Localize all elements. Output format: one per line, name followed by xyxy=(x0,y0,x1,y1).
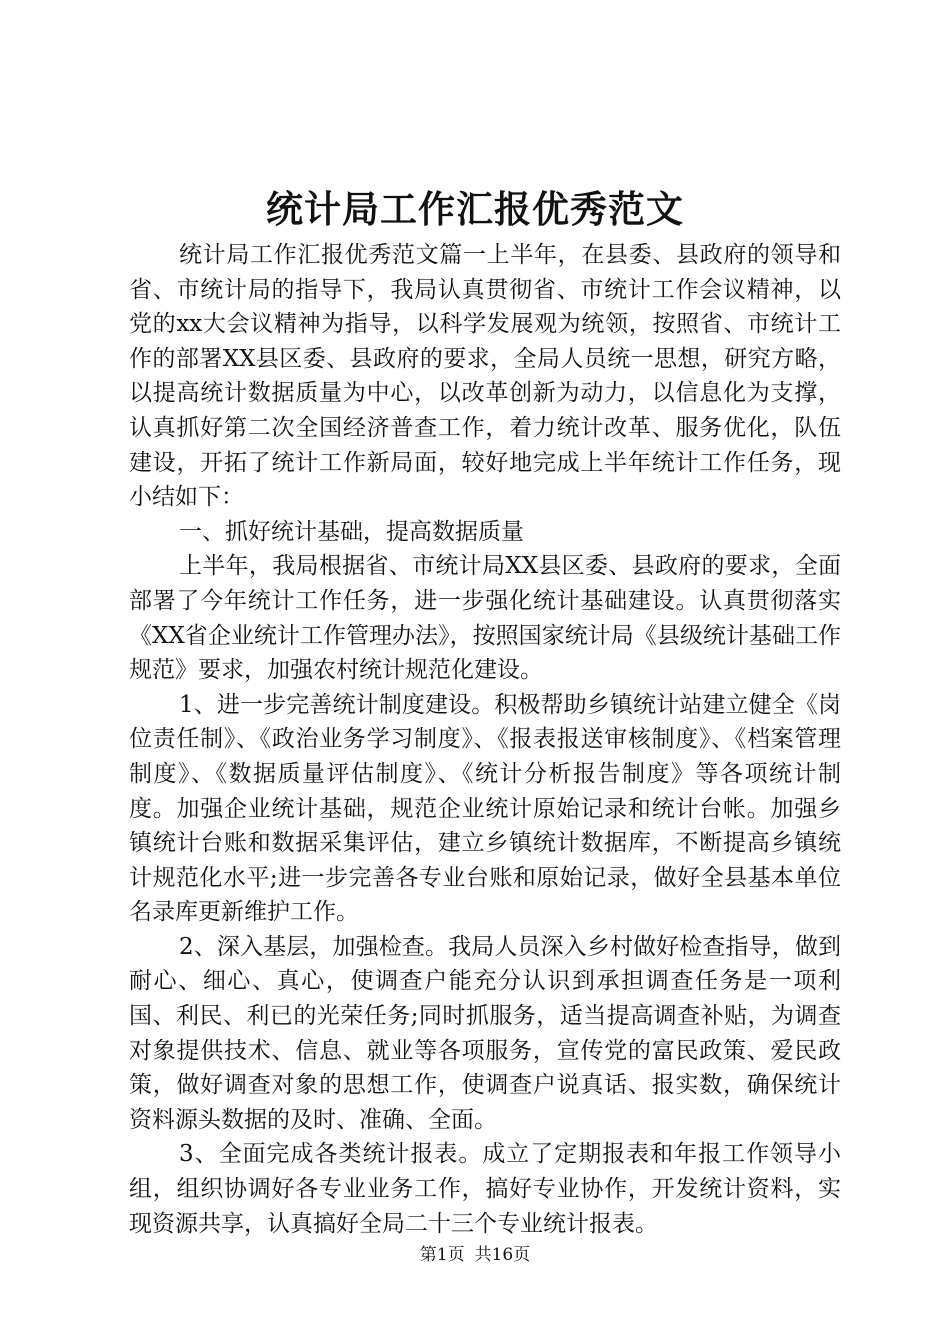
paragraph-item-2: 2、深入基层，加强检查。我局人员深入乡村做好检查指导，做到耐心、细心、真心，使调查户能充分认识到承担调查任务是一项利国、利民、利已的光荣任务;同时抓服务，适当提高调查补贴，为调查对象提供技术、信息、就业等各项服务，宣传党的富民政策、爱民政策，做好调查对象的思想工作，使调查户说真话、报实数，确保统计资料源头数据的及时、准确、全面。 xyxy=(129,933,841,1133)
paragraph-item-1: 1、进一步完善统计制度建设。积极帮助乡镇统计站建立健全《岗位责任制》、《政治业务学习制度》、《报表报送审核制度》、《档案管理制度》、《数据质量评估制度》、《统计分析报告制度》等各项统计制度。加强企业统计基础，规范企业统计原始记录和统计台帐。加强乡镇统计台账和数据采集评估，建立乡镇统计数据库，不断提高乡镇统计规范化水平;进一步完善各专业台账和原始记录，做好全县基本单位名录库更新维护工作。 xyxy=(129,691,841,926)
document-body xyxy=(129,238,841,1241)
paragraph-item-3: 3、全面完成各类统计报表。成立了定期报表和年报工作领导小组，组织协调好各专业业务工作，搞好专业协作，开发统计资料，实现资源共享，认真搞好全局二十三个专业统计报表。 xyxy=(129,1141,841,1237)
page-footer xyxy=(0,1244,950,1266)
total-pages: 共16页 xyxy=(474,1245,531,1265)
paragraph: 上半年，我局根据省、市统计局XX县区委、县政府的要求，全面部署了今年统计工作任务，进一步强化统计基础建设。认真贯彻落实《XX省企业统计工作管理办法》，按照国家统计局《县级统计基础工作规范》要求，加强农村统计规范化建设。 xyxy=(129,553,841,684)
paragraph-intro: 统计局工作汇报优秀范文篇一上半年，在县委、县政府的领导和省、市统计局的指导下，我局认真贯彻省、市统计工作会议精神，以党的xx大会议精神为指导，以科学发展观为统领，按照省、市统计工作的部署XX县区委、县政府的要求，全局人员统一思想，研究方略，以提高统计数据质量为中心，以改革创新为动力，以信息化为支撑，认真抓好第二次全国经济普查工作，着力统计改革、服务优化，队伍建设，开拓了统计工作新局面，较好地完成上半年统计工作任务，现小结如下： xyxy=(129,242,841,511)
section-heading: 一、抓好统计基础，提高数据质量 xyxy=(179,518,524,545)
document-title: 统计局工作汇报优秀范文 xyxy=(266,187,684,231)
page-number: 第1页 xyxy=(419,1245,465,1265)
